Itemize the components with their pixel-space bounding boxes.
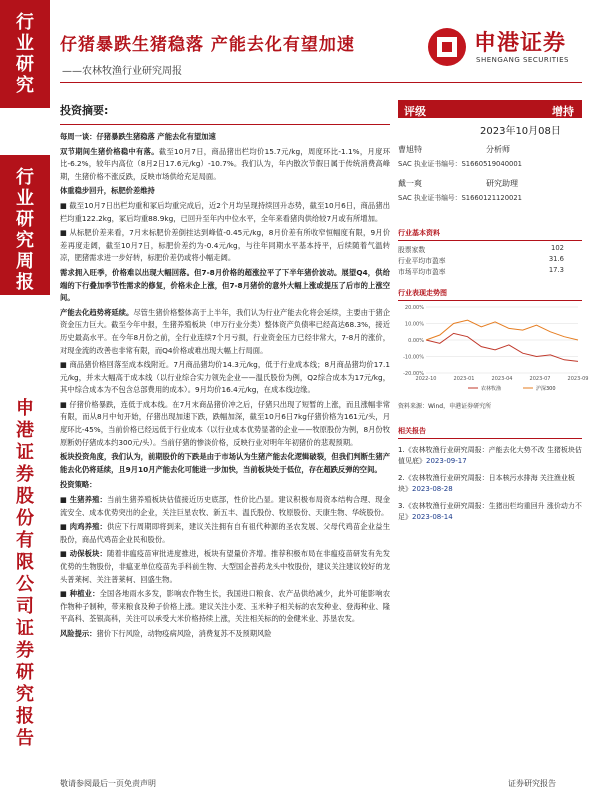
para-2: 需求拥入旺季，价格难以出现大幅回落。但7-8月价格的超涨拉平了下半年猪价波动。展望Q4，供给端的下行叠加季节性需求的修复，价格未企上涨，但7-8月猪价的意外大幅上涨或提压了后市的上涨空间。 — [60, 267, 391, 303]
related-heading: 相关报告 — [398, 427, 426, 435]
header-divider — [60, 82, 582, 83]
x-tick-label: 2023-01 — [453, 376, 475, 382]
analyst-2-cert: SAC 执业证书编号：S1660121120021 — [398, 194, 522, 202]
sub-heading: 体重稳步回升，标肥价差维持 — [60, 186, 155, 196]
strategy-heading: 投资策略： — [60, 480, 97, 490]
para-3: 产能去化趋势将延续。尽管生猪价格整体高于上半年，我们认为行业产能去化将会延续，主要由于猪企资金压力巨大。截至今年中报，生猪养殖板块（申万行业分类）整体资产负债率已经高达68.3%，接近历史最高水平。在今年8月份之前，全行业连续7个月亏损，行业资金压力已经非常大，7-8月的涨价，对现金流的改善也非常有限，而Q4价格或难出现大幅上行局面。 — [60, 307, 390, 355]
org-label: 申港证券股份有限公司证券研究报告 — [13, 398, 34, 750]
para-1: 双节期间生猪价格稳中有落。截至10月7日，商品猪出栏均价15.7元/kg，周度环比-1.1%，月度环比-6.2%，较年内高位（8月2日17.6元/kg）-10.7%。我们认为，年内散次节假日属于传统消费高峰期，生猪价格不涨反跌，反映市场供给充足局面。 — [60, 146, 390, 181]
trend-section — [398, 288, 589, 410]
summary-divider — [60, 124, 390, 125]
category-label: 行业研究 — [13, 12, 34, 96]
analyst-1-role: 分析师 — [486, 145, 510, 154]
rating-bar — [398, 100, 582, 118]
y-tick-label: -20.00% — [403, 371, 424, 377]
bullet-2: ■ 从标肥价差来看，7月末标肥价差倒挂达到峰值-0.45元/kg，8月价差有所收窄恒幅度有限，9月价差再度走阔，截至10月7日，标肥价差约为-0.4元/kg，与往年同期水平基本持平，后续随着气温转凉，肥猪需求进一步好转，标肥价差仍或将小幅走阔。 — [60, 228, 390, 263]
x-tick-label: 2023-09 — [567, 376, 589, 382]
trend-chart — [398, 303, 589, 395]
page-title: 仔猪暴跌生猪稳落 产能去化有望加速 — [60, 35, 355, 55]
analyst-2 — [398, 178, 582, 202]
report-type-label: 行业研究周报 — [13, 167, 34, 293]
category-band — [0, 0, 50, 108]
analyst-1-name: 曹旭特 — [398, 145, 422, 154]
logo-name-en: SHENGANG SECURITIES — [476, 56, 569, 64]
chart-source: 资料来源：Wind，申港证券研究所 — [398, 403, 492, 410]
legend-label: 农林牧渔 — [481, 386, 502, 392]
x-tick-label: 2023-07 — [529, 376, 551, 382]
report-type-band — [0, 155, 50, 295]
basic-info — [398, 228, 582, 277]
rating-value: 增持 — [552, 105, 574, 118]
series-line-1 — [426, 333, 578, 361]
strategy-3: ■ 动保板块：随着非瘟疫苗审批进度推进，板块有望量价齐增。推荐积极布局在非瘟疫苗研发有先发优势的生物股份，非瘟亚单位疫苗先手科前生物、大型国企普药龙头中牧股份，建议关注建议较好的龙头普莱柯、关注普莱柯、回盛生物。 — [60, 549, 390, 584]
page-subtitle: ——农林牧渔行业研究周报 — [62, 66, 182, 77]
footer-label: 证券研究报告 — [508, 779, 556, 788]
bullet-3: ■ 商品猪价格回落至成本线附近。7月商品猪均价14.3元/kg，低于行业成本线；8月商品猪均价17.1元/kg，并未大幅高于成本线（以行业综合实力领先企业——温氏股份为例，Q2综合成本为17元/kg，其中综合成本为不包含总部费用的成本）。9月均价16.4元/kg，在成本线边缘。 — [60, 360, 390, 395]
analyst-2-name: 戴一爽 — [398, 179, 422, 188]
summary-heading: 投资摘要: — [60, 104, 109, 117]
related-reports — [398, 426, 582, 523]
logo-name-cn: 申港证券 — [474, 30, 567, 56]
x-tick-label: 2022-10 — [415, 376, 437, 382]
info-row: 行业平均市盈率 31.6 — [398, 255, 564, 265]
rating-label: 评级 — [404, 105, 426, 118]
analyst-1 — [398, 144, 582, 168]
basic-info-heading: 行业基本资料 — [398, 229, 440, 237]
risk-note: 风险提示：猪价下行风险，动物疫病风险，消费复苏不及预期风险 — [60, 628, 272, 638]
x-tick-label: 2023-04 — [491, 376, 513, 382]
info-row: 市场平均市盈率 17.3 — [398, 266, 564, 276]
report-date: 2023年10月08日 — [480, 126, 561, 137]
strategy-1: ■ 生猪养殖：当前生猪养殖板块估值接近历史底部，性价比凸显。建议积极布局资本结构合理、现金流安全、成本优势突出的企业，关注巨星农牧、新五丰、温氏股份、牧原股份、天康生物、华统股份。 — [60, 495, 390, 517]
strategy-2: ■ 肉鸡养殖：供应下行周期即将到来，建议关注拥有自有祖代种源的圣农发展、父母代鸡苗企业益生股份，商品代鸡苗企业民和股份。 — [60, 522, 390, 544]
bullet-1: ■ 截至10月7日出栏均重和冢后均重完成后，近2个月均呈现持续回升态势，截至10月6日，商品猪出栏均重122.2kg，冢后均重88.9kg，已回升至年内中位水平，全年来看猪肉供给较7月或有所增加。 — [60, 200, 390, 223]
weekly-view: 每周一谈：仔猪暴跌生猪稳落 产能去化有望加速 — [60, 132, 216, 141]
para-4: 板块投资角度，我们认为，前期股价的下跌是由于市场认为生猪产能去化逻辑破裂，但我们判断生猪产能去化仍将延续，且9月10月产能去化可能进一步加快，当前板块处于低位，存在超跌反弹的空间。 — [60, 452, 391, 474]
related-item[interactable]: 2.《农林牧渔行业研究周报：日本核污水排海 关注渔业板块》2023-08-28 — [398, 474, 575, 493]
trend-divider — [398, 300, 582, 301]
bullet-4: ■ 仔猪价格暴跌，连低于成本线。在7月末商品猪价冲之后，仔猪只出现了短暂的上涨，而且涨幅非常有限，而从8月中旬开始，仔猪出现加速下跌，跌幅加深，截至10月6日7kg仔猪价格为161元/头，月度环比-45%，当前价格已经远低于行业成本（以行业成本优势显著的企业——牧原股份为例，8月份牧原断奶仔猪成本约300元/头）。当前仔猪的惨淡价格，反映行业对明年年初猪价的悲观预期。 — [60, 399, 390, 447]
info-row: 股票家数 102 — [398, 244, 564, 254]
related-divider — [398, 438, 582, 439]
related-item[interactable]: 3.《农林牧渔行业研究周报：生猪出栏均重回升 涨价动力不足》2023-08-14 — [398, 502, 582, 521]
footer-disclaimer: 敬请参阅最后一页免责声明 — [60, 779, 156, 788]
left-sidebar — [0, 0, 50, 800]
basic-info-divider — [398, 240, 582, 241]
logo-icon — [428, 28, 466, 66]
y-tick-label: 0.00% — [408, 338, 424, 344]
company-logo — [428, 26, 588, 72]
analyst-2-role: 研究助理 — [486, 179, 518, 188]
trend-heading: 行业表现走势图 — [398, 289, 447, 297]
related-item[interactable]: 1.《农林牧渔行业研究周报：产能去化大势不改 生猪板块估值见底》2023-09-17 — [398, 446, 582, 465]
legend-label: 沪深300 — [536, 386, 556, 392]
analyst-1-cert: SAC 执业证书编号：S1660519040001 — [398, 160, 522, 168]
summary-section — [60, 102, 390, 643]
y-tick-label: 20.00% — [404, 305, 424, 311]
y-tick-label: 10.00% — [404, 321, 424, 328]
y-tick-label: -10.00% — [403, 354, 424, 361]
strategy-4: ■ 种植业：全国各地雨水多发，影响农作物生长，我国进口粮食、农产品供给减少，此外可能影响农作物种子制种，带来粮食及种子价格上涨。建议关注小麦、玉米种子相关标的农发种业、登海种业、隆平高科、荃银高科，关注可以承受大米价格持续上涨，关注相关标的的金健米业、苏垦农发。 — [60, 589, 391, 624]
